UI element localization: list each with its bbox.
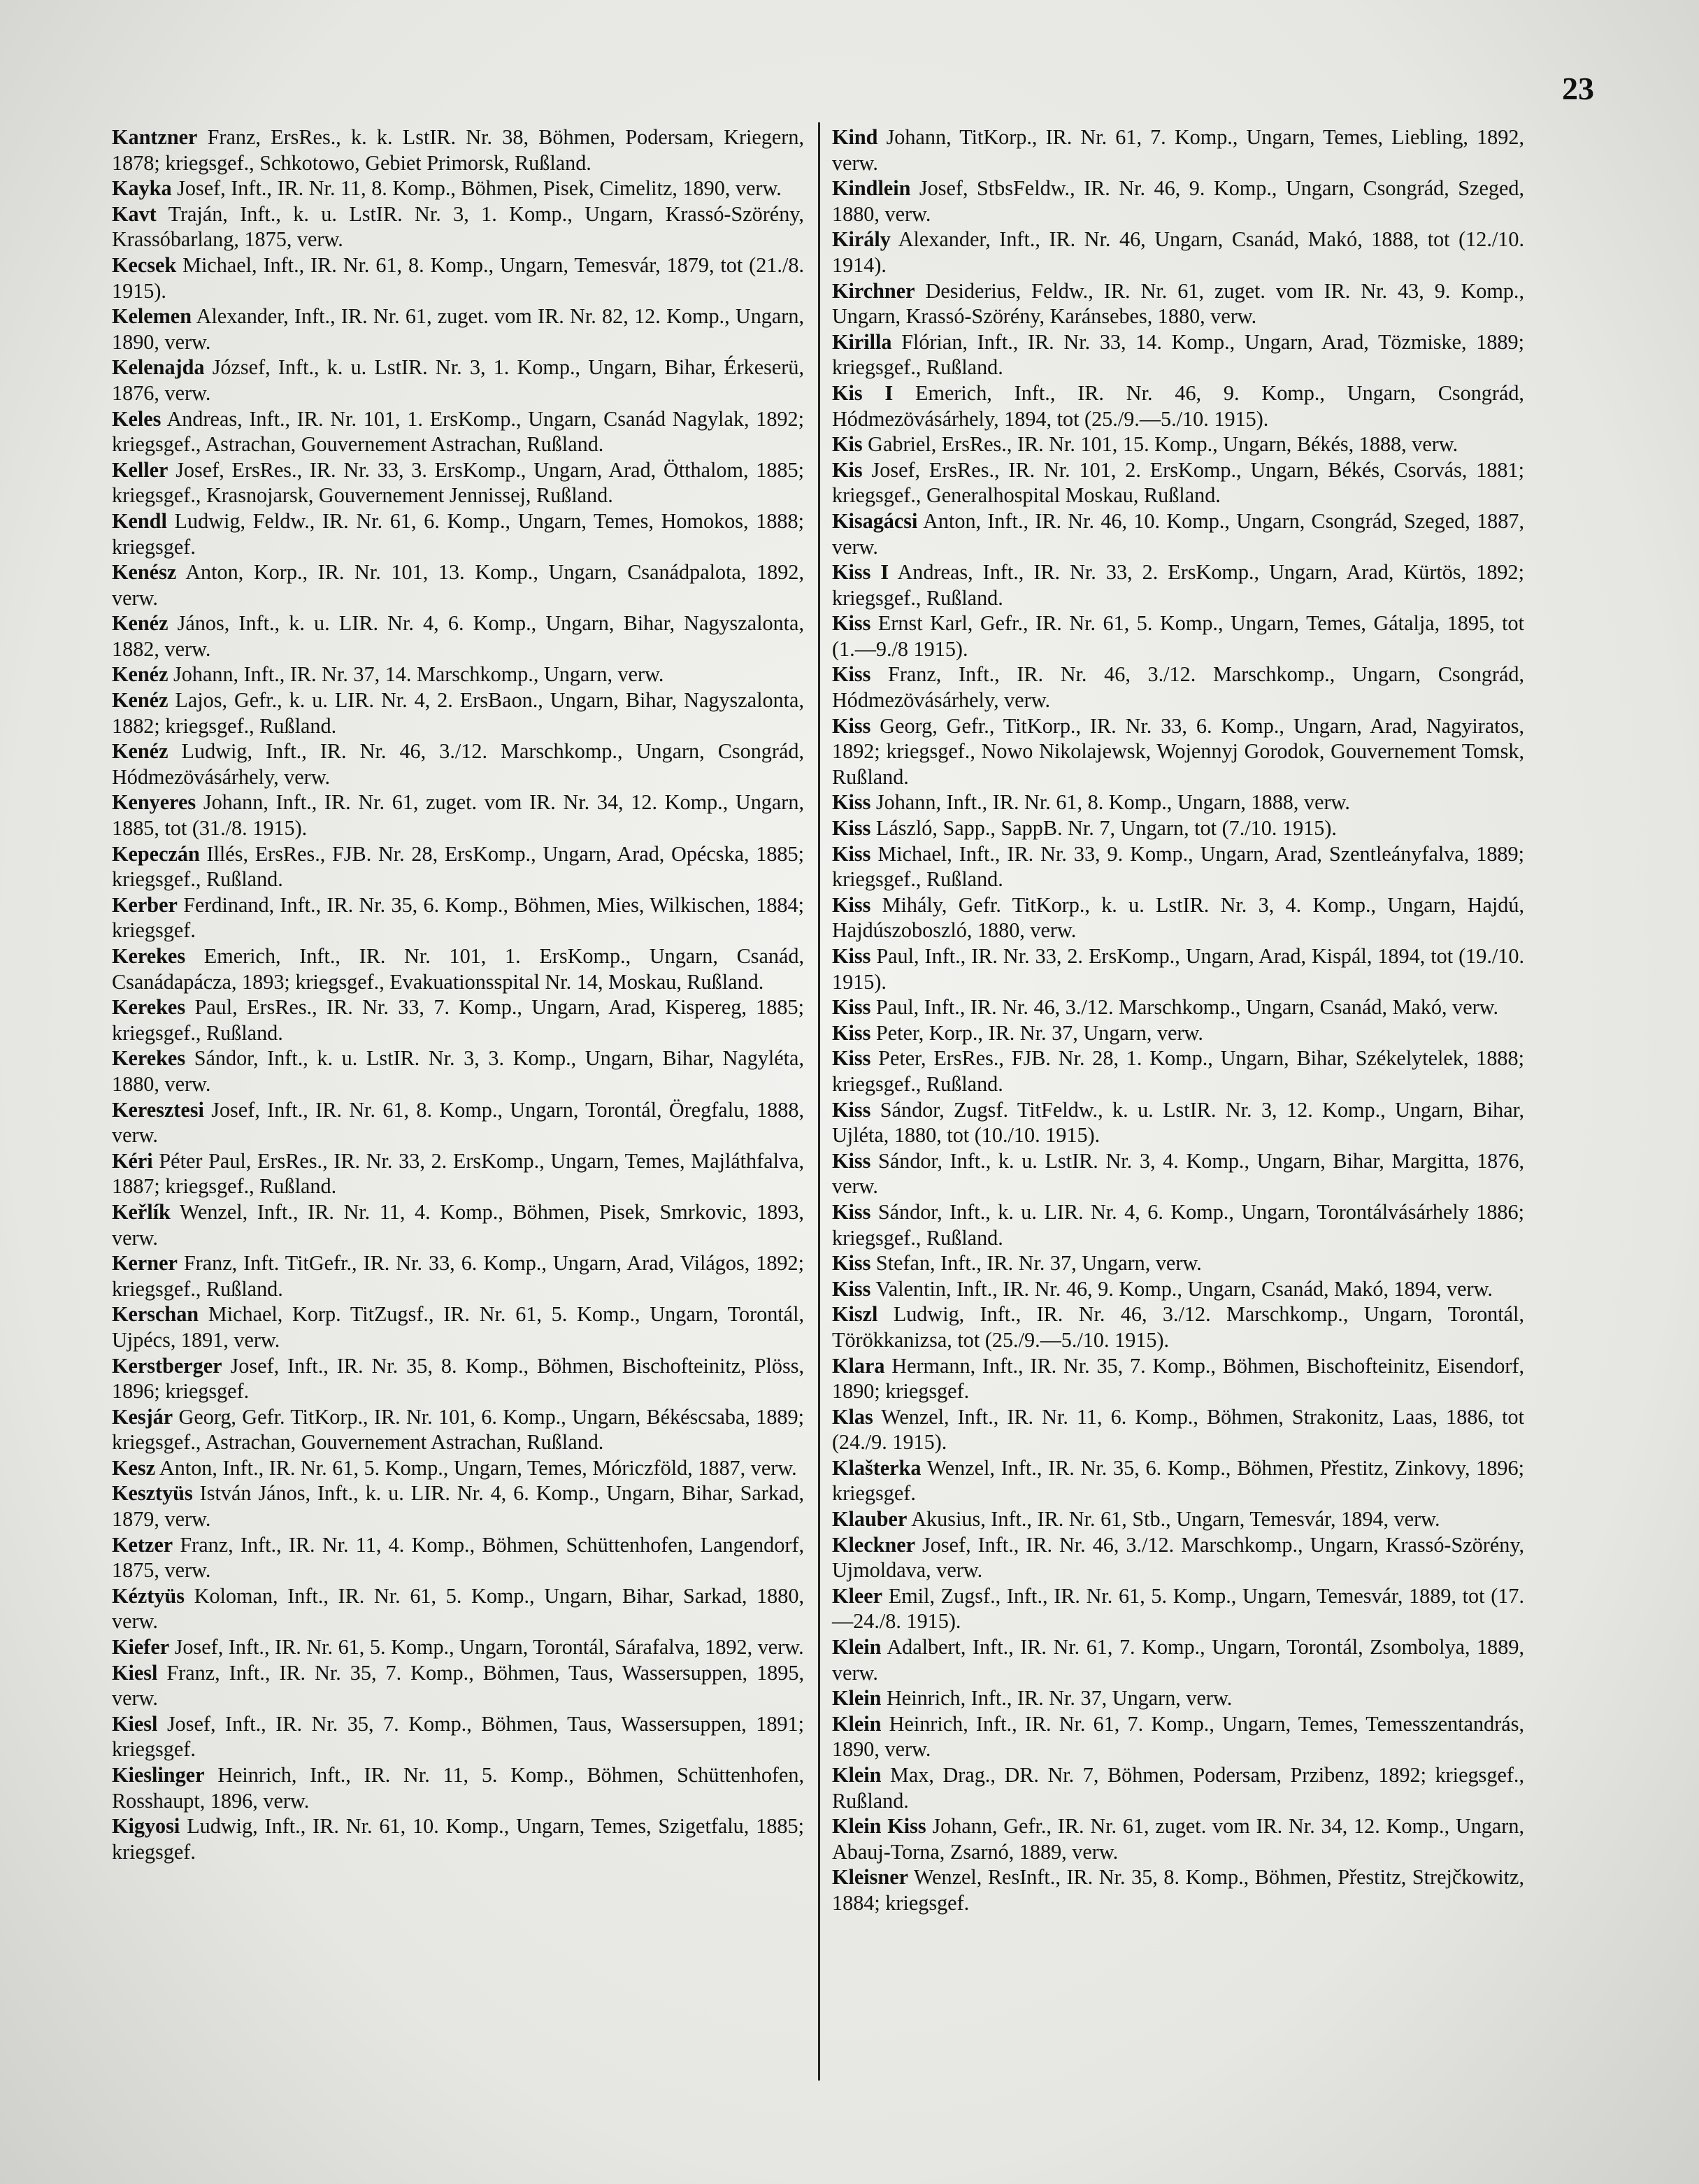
entry-surname: Keřlík [112, 1199, 171, 1224]
entry-details: László, Sapp., SappB. Nr. 7, Ungarn, tot (7./10. 1915). [875, 816, 1337, 841]
entry-surname: Kéztyüs [112, 1583, 185, 1608]
entry-details: Anton, Inft., IR. Nr. 61, 5. Komp., Ungarn, Temes, Móriczföld, 1887, verw. [159, 1455, 797, 1480]
entry-surname: Kerekes [112, 995, 186, 1020]
register-entry [112, 1813, 804, 1864]
entry-details: Johann, Inft., IR. Nr. 61, zuget. vom IR. Nr. 34, 12. Komp., Ungarn, 1885, tot (31./8. 1915). [112, 790, 804, 841]
register-entry [112, 457, 804, 508]
entry-details: Alexander, Inft., IR. Nr. 46, Ungarn, Csanád, Makó, 1888, tot (12./10. 1914). [832, 227, 1524, 277]
left-column [112, 124, 804, 1864]
entry-surname: Kenyeres [112, 790, 196, 815]
entry-surname: Kiss [832, 995, 871, 1020]
entry-details: Josef, StbsFeldw., IR. Nr. 46, 9. Komp., Ungarn, Csongrád, Szeged, 1880, verw. [832, 176, 1525, 226]
entry-details: Adalbert, Inft., IR. Nr. 61, 7. Komp., Ungarn, Torontál, Zsombolya, 1889, verw. [832, 1635, 1524, 1685]
entry-surname: Kiss [832, 1046, 871, 1071]
page-number: 23 [1562, 71, 1594, 106]
register-entry [832, 1148, 1524, 1199]
entry-surname: Kesjár [112, 1404, 173, 1429]
register-entry [112, 1660, 804, 1711]
entry-details: Heinrich, Inft., IR. Nr. 61, 7. Komp., Ungarn, Temes, Temesszentandrás, 1890, verw. [832, 1711, 1524, 1762]
register-entry [112, 738, 804, 790]
register-entry [832, 1685, 1524, 1711]
entry-surname: Klara [832, 1353, 885, 1378]
register-entry [112, 892, 804, 943]
register-entry [112, 943, 804, 994]
right-column [832, 124, 1524, 1916]
register-entry [112, 1583, 804, 1634]
register-entry [832, 1301, 1524, 1352]
entry-surname: Kenész [112, 560, 177, 585]
entry-details: Peter, ErsRes., FJB. Nr. 28, 1. Komp., Ungarn, Bihar, Székelytelek, 1888; kriegsgef., Rußland. [832, 1046, 1524, 1096]
entry-details: Michael, Inft., IR. Nr. 61, 8. Komp., Ungarn, Temesvár, 1879, tot (21./8. 1915). [112, 252, 804, 303]
entry-surname: Kiss [832, 892, 871, 917]
register-entry [112, 1250, 804, 1301]
entry-surname: Kiefer [112, 1635, 170, 1660]
entry-surname: Kerschan [112, 1302, 199, 1327]
register-entry [832, 1813, 1524, 1864]
entry-surname: Kiss [832, 1020, 871, 1045]
entry-surname: Kirchner [832, 278, 915, 303]
entry-details: Alexander, Inft., IR. Nr. 61, zuget. vom IR. Nr. 82, 12. Komp., Ungarn, 1890, verw. [112, 304, 804, 354]
entry-details: Josef, ErsRes., IR. Nr. 33, 3. ErsKomp., Ungarn, Arad, Ötthalom, 1885; kriegsgef., Krasnojarsk, Gouvernement Jennissej, Rußland. [112, 457, 804, 508]
entry-surname: Klein [832, 1635, 882, 1660]
entry-details: Paul, Inft., IR. Nr. 33, 2. ErsKomp., Ungarn, Arad, Kispál, 1894, tot (19./10. 1915). [832, 944, 1524, 994]
entry-surname: Kerber [112, 892, 178, 917]
register-entry [832, 1199, 1524, 1250]
entry-surname: Kleckner [832, 1532, 916, 1557]
register-entry [832, 1532, 1524, 1583]
entry-details: Ludwig, Inft., IR. Nr. 46, 3./12. Marschkomp., Ungarn, Torontál, Törökkanizsa, tot (25./9.—5./10. 1915). [832, 1302, 1524, 1352]
entry-surname: Kesz [112, 1455, 156, 1480]
entry-surname: Kenéz [112, 611, 169, 636]
register-entry [112, 1404, 804, 1455]
entry-details: Wenzel, Inft., IR. Nr. 11, 6. Komp., Böhmen, Strakonitz, Laas, 1886, tot (24./9. 1915). [832, 1404, 1524, 1455]
register-entry [832, 611, 1524, 662]
register-entry [832, 1455, 1524, 1506]
entry-details: Josef, Inft., IR. Nr. 61, 8. Komp., Ungarn, Torontál, Öregfalu, 1888, verw. [112, 1097, 804, 1148]
entry-surname: Kiss [832, 790, 871, 815]
register-entry [832, 815, 1524, 841]
register-entry [832, 227, 1524, 278]
entry-details: Franz, Inft., IR. Nr. 35, 7. Komp., Böhmen, Taus, Wassersuppen, 1895, verw. [112, 1660, 804, 1711]
entry-details: Johann, TitKorp., IR. Nr. 61, 7. Komp., Ungarn, Temes, Liebling, 1892, verw. [832, 125, 1525, 175]
register-entry [832, 892, 1524, 943]
entry-details: Péter Paul, ErsRes., IR. Nr. 33, 2. ErsKomp., Ungarn, Temes, Majláthfalva, 1887; kriegsgef., Rußland. [112, 1148, 805, 1199]
entry-details: Flórian, Inft., IR. Nr. 33, 14. Komp., Ungarn, Arad, Tözmiske, 1889; kriegsgef., Rußland. [832, 329, 1525, 380]
entry-details: Lajos, Gefr., k. u. LIR. Nr. 4, 2. ErsBaon., Ungarn, Bihar, Nagyszalonta, 1882; kriegsgef., Rußland. [112, 688, 805, 738]
entry-details: István János, Inft., k. u. LIR. Nr. 4, 6. Komp., Ungarn, Bihar, Sarkad, 1879, verw. [112, 1481, 804, 1532]
entry-surname: Kiss [832, 816, 871, 841]
register-entry [832, 1864, 1524, 1915]
register-entry [112, 841, 804, 892]
entry-surname: Kiss [832, 1276, 871, 1301]
entry-details: Georg, Gefr. TitKorp., IR. Nr. 101, 6. Komp., Ungarn, Békéscsaba, 1889; kriegsgef., Astrachan, Gouvernement Astrachan, Rußland. [112, 1404, 804, 1455]
entry-details: Josef, Inft., IR. Nr. 35, 8. Komp., Böhmen, Bischofteinitz, Plöss, 1896; kriegsgef. [112, 1353, 805, 1404]
register-entry [112, 1762, 804, 1813]
register-entry [832, 380, 1524, 431]
register-entry [112, 1634, 804, 1660]
entry-details: Koloman, Inft., IR. Nr. 61, 5. Komp., Ungarn, Bihar, Sarkad, 1880, verw. [112, 1583, 805, 1634]
entry-surname: Kenéz [112, 739, 169, 764]
entry-details: Josef, Inft., IR. Nr. 46, 3./12. Marschkomp., Ungarn, Krassó-Szörény, Ujmoldava, verw. [832, 1532, 1524, 1583]
entry-surname: Keller [112, 457, 169, 482]
entry-details: Josef, Inft., IR. Nr. 61, 5. Komp., Ungarn, Torontál, Sárafalva, 1892, verw. [174, 1635, 804, 1660]
register-entry [112, 1480, 804, 1532]
entry-details: Johann, Inft., IR. Nr. 37, 14. Marschkomp., Ungarn, verw. [173, 662, 664, 687]
entry-surname: Kelemen [112, 304, 192, 329]
entry-details: Akusius, Inft., IR. Nr. 61, Stb., Ungarn, Temesvár, 1894, verw. [911, 1507, 1440, 1532]
entry-surname: Kiss I [832, 560, 889, 585]
register-entry [832, 124, 1524, 176]
entry-details: Stefan, Inft., IR. Nr. 37, Ungarn, verw. [875, 1251, 1202, 1276]
entry-surname: Kendl [112, 508, 167, 533]
entry-details: Illés, ErsRes., FJB. Nr. 28, ErsKomp., Ungarn, Arad, Opécska, 1885; kriegsgef., Rußland. [112, 841, 805, 892]
register-entry [112, 508, 804, 559]
entry-details: Peter, Korp., IR. Nr. 37, Ungarn, verw. [875, 1020, 1203, 1045]
entry-details: Paul, ErsRes., IR. Nr. 33, 7. Komp., Ungarn, Arad, Kispereg, 1885; kriegsgef., Rußland. [112, 995, 804, 1045]
register-entry [832, 662, 1524, 713]
entry-surname: Kleisner [832, 1865, 908, 1890]
register-entry [112, 1711, 804, 1762]
entry-details: Paul, Inft., IR. Nr. 46, 3./12. Marschkomp., Ungarn, Csanád, Makó, verw. [875, 995, 1499, 1020]
entry-details: Emerich, Inft., IR. Nr. 46, 9. Komp., Ungarn, Csongrád, Hódmezövásárhely, 1894, tot (25./9.—5./10. 1915). [832, 380, 1524, 431]
entry-surname: Kiss [832, 662, 871, 687]
entry-surname: Klauber [832, 1507, 908, 1532]
entry-details: Mihály, Gefr. TitKorp., k. u. LstIR. Nr. 3, 4. Komp., Ungarn, Hajdú, Hajdúszoboszló, 1880, verw. [832, 892, 1524, 943]
entry-surname: Kiss [832, 713, 871, 738]
entry-surname: Klašterka [832, 1455, 922, 1480]
entry-surname: Kavt [112, 201, 157, 226]
entry-details: Georg, Gefr., TitKorp., IR. Nr. 33, 6. Komp., Ungarn, Arad, Nagyiratos, 1892; kriegsgef., Nowo Nikolajewsk, Wojennyj Gorodok, Gouvernement Tomsk, Rußland. [832, 713, 1524, 789]
register-entry [832, 713, 1524, 790]
entry-details: Emerich, Inft., IR. Nr. 101, 1. ErsKomp., Ungarn, Csanád, Csanádapácza, 1893; kriegsgef., Evakuationsspital Nr. 14, Moskau, Rußland. [112, 944, 805, 994]
register-entry [112, 1353, 804, 1404]
register-entry [832, 278, 1524, 329]
entry-details: Sándor, Inft., k. u. LstIR. Nr. 3, 4. Komp., Ungarn, Bihar, Margitta, 1876, verw. [832, 1148, 1525, 1199]
entry-details: Sándor, Inft., k. u. LIR. Nr. 4, 6. Komp., Ungarn, Torontálvásárhely 1886; kriegsgef., Rußland. [832, 1199, 1524, 1250]
entry-surname: Kigyosi [112, 1814, 180, 1839]
entry-surname: Kiss [832, 1148, 871, 1173]
entry-surname: Kerekes [112, 944, 186, 968]
entry-surname: Kecsek [112, 252, 177, 277]
entry-details: Michael, Korp. TitZugsf., IR. Nr. 61, 5. Komp., Ungarn, Torontál, Ujpécs, 1891, verw. [112, 1302, 805, 1352]
entry-surname: Kerekes [112, 1046, 186, 1071]
register-entry [112, 1199, 804, 1250]
entry-surname: Kiss [832, 1199, 871, 1224]
entry-details: Max, Drag., DR. Nr. 7, Böhmen, Podersam, Przibenz, 1892; kriegsgef., Rußland. [832, 1763, 1524, 1813]
register-entry [832, 431, 1524, 457]
register-entry [832, 790, 1524, 815]
entry-details: Hermann, Inft., IR. Nr. 35, 7. Komp., Böhmen, Bischofteinitz, Eisendorf, 1890; kriegsgef. [832, 1353, 1524, 1404]
entry-details: Gabriel, ErsRes., IR. Nr. 101, 15. Komp., Ungarn, Békés, 1888, verw. [868, 432, 1458, 457]
entry-details: János, Inft., k. u. LIR. Nr. 4, 6. Komp., Ungarn, Bihar, Nagyszalonta, 1882, verw. [112, 611, 804, 661]
entry-details: Ludwig, Inft., IR. Nr. 61, 10. Komp., Ungarn, Temes, Szigetfalu, 1885; kriegsgef. [112, 1814, 804, 1864]
register-entry [112, 1455, 804, 1481]
entry-details: Ernst Karl, Gefr., IR. Nr. 61, 5. Komp., Ungarn, Temes, Gátalja, 1895, tot (1.—9./8 1915). [832, 611, 1524, 661]
entry-details: Wenzel, Inft., IR. Nr. 35, 6. Komp., Böhmen, Přestitz, Zinkovy, 1896; kriegsgef. [832, 1455, 1524, 1506]
entry-surname: Kisagácsi [832, 508, 918, 533]
entry-surname: Kerner [112, 1251, 178, 1276]
entry-surname: Keresztesi [112, 1097, 204, 1122]
register-entry [832, 943, 1524, 994]
register-entry [112, 355, 804, 406]
entry-details: Andreas, Inft., IR. Nr. 101, 1. ErsKomp., Ungarn, Csanád Nagylak, 1892; kriegsgef., Astrachan, Gouvernement Astrachan, Rußland. [112, 406, 804, 457]
entry-details: Michael, Inft., IR. Nr. 33, 9. Komp., Ungarn, Arad, Szentleányfalva, 1889; kriegsgef., Rußland. [832, 841, 1524, 892]
entry-details: Sándor, Inft., k. u. LstIR. Nr. 3, 3. Komp., Ungarn, Bihar, Nagyléta, 1880, verw. [112, 1046, 805, 1096]
entry-details: Johann, Inft., IR. Nr. 61, 8. Komp., Ungarn, 1888, verw. [875, 790, 1350, 815]
entry-details: Franz, Inft., IR. Nr. 46, 3./12. Marschkomp., Ungarn, Csongrád, Hódmezövásárhely, verw. [832, 662, 1525, 713]
entry-surname: Kiss [832, 841, 871, 866]
entry-surname: Kleer [832, 1583, 883, 1608]
entry-details: Andreas, Inft., IR. Nr. 33, 2. ErsKomp., Ungarn, Arad, Kürtös, 1892; kriegsgef., Rußland. [832, 560, 1524, 610]
register-entry [832, 1634, 1524, 1685]
entry-details: Heinrich, Inft., IR. Nr. 37, Ungarn, verw. [887, 1686, 1233, 1711]
register-entry [112, 406, 804, 457]
entry-surname: Király [832, 227, 891, 252]
entry-surname: Kiesl [112, 1711, 158, 1736]
register-entry [112, 124, 804, 176]
entry-details: Franz, Inft., IR. Nr. 11, 4. Komp., Böhmen, Schüttenhofen, Langendorf, 1875, verw. [112, 1532, 804, 1583]
entry-surname: Kindlein [832, 176, 911, 201]
entry-details: Wenzel, Inft., IR. Nr. 11, 4. Komp., Böhmen, Pisek, Smrkovic, 1893, verw. [112, 1199, 804, 1250]
entry-details: Wenzel, ResInft., IR. Nr. 35, 8. Komp., Böhmen, Přestitz, Strejčkowitz, 1884; kriegsgef. [832, 1865, 1524, 1915]
register-entry [112, 994, 804, 1045]
entry-surname: Kesztyüs [112, 1481, 193, 1506]
entry-details: Johann, Gefr., IR. Nr. 61, zuget. vom IR. Nr. 34, 12. Komp., Ungarn, Abauj-Torna, Zsarnó, 1889, verw. [832, 1814, 1525, 1864]
register-entry [112, 611, 804, 662]
register-entry [832, 1020, 1524, 1046]
entry-details: Ludwig, Inft., IR. Nr. 46, 3./12. Marschkomp., Ungarn, Csongrád, Hódmezövásárhely, verw. [112, 739, 804, 789]
column-divider [818, 122, 820, 2080]
entry-surname: Ketzer [112, 1532, 173, 1557]
entry-surname: Klein [832, 1686, 882, 1711]
entry-details: Ludwig, Feldw., IR. Nr. 61, 6. Komp., Ungarn, Temes, Homokos, 1888; kriegsgef. [112, 508, 804, 559]
register-entry [112, 559, 804, 611]
entry-surname: Kiesl [112, 1660, 158, 1685]
register-entry [112, 790, 804, 841]
entry-details: Emil, Zugsf., Inft., IR. Nr. 61, 5. Komp., Ungarn, Temesvár, 1889, tot (17.—24./8. 1915). [832, 1583, 1524, 1634]
entry-surname: Kayka [112, 176, 172, 201]
register-entry [832, 1711, 1524, 1762]
entry-surname: Kerstberger [112, 1353, 222, 1378]
entry-surname: Kiszl [832, 1302, 878, 1327]
register-entry [112, 304, 804, 355]
entry-surname: Kantzner [112, 125, 198, 149]
entry-surname: Klein Kiss [832, 1814, 926, 1839]
entry-details: Anton, Korp., IR. Nr. 101, 13. Komp., Ungarn, Csanádpalota, 1892, verw. [112, 560, 805, 610]
entry-surname: Kéri [112, 1148, 153, 1173]
register-entry [832, 1045, 1524, 1097]
entry-surname: Kis I [832, 380, 894, 405]
entry-details: Josef, Inft., IR. Nr. 35, 7. Komp., Böhmen, Taus, Wassersuppen, 1891; kriegsgef. [112, 1711, 804, 1762]
register-entry [832, 1506, 1524, 1532]
entry-details: Valentin, Inft., IR. Nr. 46, 9. Komp., Ungarn, Csanád, Makó, 1894, verw. [875, 1276, 1493, 1301]
register-entry [832, 1404, 1524, 1455]
register-entry [832, 457, 1524, 508]
register-entry [112, 1532, 804, 1583]
register-entry [832, 329, 1524, 380]
entry-details: Heinrich, Inft., IR. Nr. 11, 5. Komp., Böhmen, Schüttenhofen, Rosshaupt, 1896, verw. [112, 1763, 805, 1813]
entry-details: Franz, Inft. TitGefr., IR. Nr. 33, 6. Komp., Ungarn, Arad, Világos, 1892; kriegsgef., Rußland. [112, 1251, 804, 1301]
register-entry [832, 994, 1524, 1020]
register-entry [832, 176, 1524, 227]
entry-details: Franz, ErsRes., k. k. LstIR. Nr. 38, Böhmen, Podersam, Kriegern, 1878; kriegsgef., Schkotowo, Gebiet Primorsk, Rußland. [112, 125, 805, 175]
entry-details: Josef, ErsRes., IR. Nr. 101, 2. ErsKomp., Ungarn, Békés, Csorvás, 1881; kriegsgef., Generalhospital Moskau, Rußland. [832, 457, 1524, 508]
entry-surname: Kiss [832, 611, 871, 636]
register-entry [832, 841, 1524, 892]
register-entry [832, 508, 1524, 559]
entry-surname: Kelenajda [112, 355, 205, 380]
entry-details: Ferdinand, Inft., IR. Nr. 35, 6. Komp., Böhmen, Mies, Wilkischen, 1884; kriegsgef. [112, 892, 805, 943]
register-entry [832, 1353, 1524, 1404]
entry-surname: Kieslinger [112, 1763, 205, 1787]
entry-surname: Kiss [832, 944, 871, 968]
register-entry [832, 1097, 1524, 1148]
register-entry [112, 1045, 804, 1097]
entry-details: Desiderius, Feldw., IR. Nr. 61, zuget. vom IR. Nr. 43, 9. Komp., Ungarn, Krassó-Szörény, Karánsebes, 1880, verw. [832, 278, 1525, 329]
entry-details: Sándor, Zugsf. TitFeldw., k. u. LstIR. Nr. 3, 12. Komp., Ungarn, Bihar, Ujléta, 1880, tot (10./10. 1915). [832, 1097, 1524, 1148]
entry-details: József, Inft., k. u. LstIR. Nr. 3, 1. Komp., Ungarn, Bihar, Érkeserü, 1876, verw. [112, 355, 804, 405]
register-entry [112, 687, 804, 738]
entry-surname: Kepeczán [112, 841, 200, 866]
register-entry [112, 252, 804, 304]
entry-surname: Klein [832, 1763, 882, 1787]
entry-surname: Klein [832, 1711, 882, 1736]
entry-surname: Kiss [832, 1097, 871, 1122]
register-entry [112, 1301, 804, 1352]
entry-details: Traján, Inft., k. u. LstIR. Nr. 3, 1. Komp., Ungarn, Krassó-Szörény, Krassóbarlang, 1875, verw. [112, 201, 804, 252]
register-entry [112, 176, 804, 201]
register-entry [112, 201, 804, 252]
entry-surname: Kis [832, 432, 863, 457]
entry-surname: Klas [832, 1404, 873, 1429]
register-entry [832, 1583, 1524, 1634]
register-entry [112, 1148, 804, 1199]
entry-surname: Kiss [832, 1251, 871, 1276]
entry-surname: Kirilla [832, 329, 892, 354]
entry-surname: Kis [832, 457, 863, 482]
register-entry [832, 559, 1524, 611]
entry-surname: Keles [112, 406, 162, 431]
register-entry [832, 1276, 1524, 1302]
register-entry [832, 1250, 1524, 1276]
register-entry [112, 662, 804, 687]
entry-details: Anton, Inft., IR. Nr. 46, 10. Komp., Ungarn, Csongrád, Szeged, 1887, verw. [832, 508, 1525, 559]
entry-surname: Kenéz [112, 688, 169, 713]
register-entry [112, 1097, 804, 1148]
entry-details: Josef, Inft., IR. Nr. 11, 8. Komp., Böhmen, Pisek, Cimelitz, 1890, verw. [177, 176, 782, 201]
entry-surname: Kind [832, 125, 878, 149]
entry-surname: Kenéz [112, 662, 169, 687]
register-entry [832, 1762, 1524, 1813]
